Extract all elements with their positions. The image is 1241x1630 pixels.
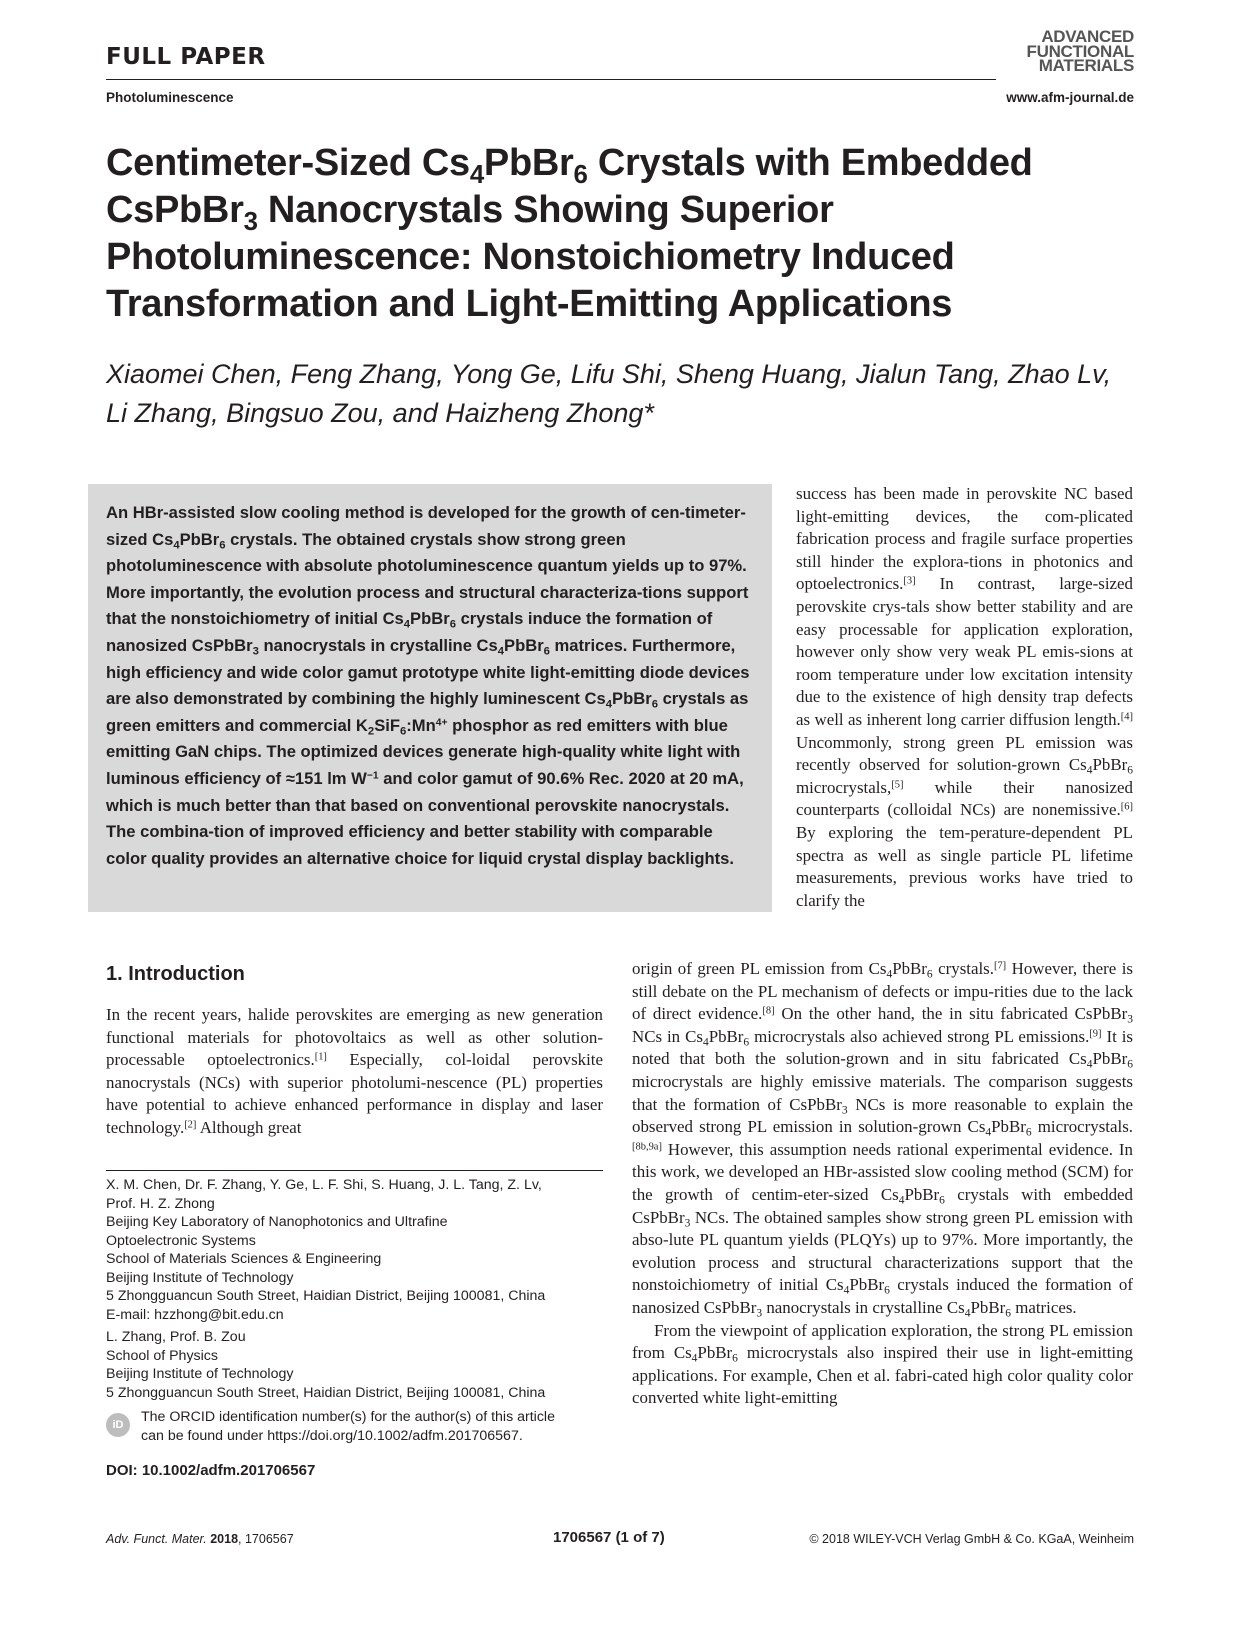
footnote-divider bbox=[106, 1170, 603, 1171]
affiliation-line: School of Physics bbox=[106, 1347, 218, 1364]
body-column-right-bottom: origin of green PL emission from $Cs_4PbBr_6$ crystals.[7] However, there is still debate on the PL mechanism of defects or impu-rities due to the lack of direct evidence.[8] On the other hand, the in situ fabricated CsPbBr$_3$ NCs in $Cs_4PbBr_6$ microcrystals also achieved strong PL emissions.[9] It is noted that both the solution-grown and in situ fabricated $Cs_4PbBr_6$ microcrystals are highly emissive materials. The comparison suggests that the formation of CsPbBr$_3$ NCs is more reasonable to explain the observed strong PL emission in solution-grown $Cs_4PbBr_6$ microcrystals.[8b,9a] However, this assumption needs rational experimental evidence. In this work, we developed an HBr-assisted slow cooling method (SCM) for the growth of centim-eter-sized $Cs_4PbBr_6$ crystals with embedded CsPbBr$_3$ NCs. The obtained samples show strong green PL emission with abso-lute PL quantum yields (PLQYs) up to 97%. More importantly, the evolution process and structural characterizations support that the nonstoichiometry of initial $Cs_4PbBr_6$ crystals induced the formation of nanosized CsPbBr$_3$ nanocrystals in crystalline $Cs_4PbBr_6$ matrices. From the viewpoint of application exploration, the strong PL emission from $Cs_4PbBr_6$ microcrystals also inspired their use in light-emitting applications. For example, Chen et al. fabri-cated high color quality color converted white light-emitting bbox=[632, 959, 1134, 1408]
intro-paragraph: In the recent years, halide perovskites are emerging as new generation functional materials for photovoltaics as well as other solution-processable optoelectronics.[1] Especially, col-loidal perovskite nanocrystals (NCs) with superior photolumi-nescence (PL) properties have potential to achieve enhanced performance in display and laser technology.[2] Although great bbox=[106, 1005, 603, 1137]
orcid-link[interactable]: can be found under https://doi.org/10.1002/adfm.201706567. bbox=[141, 1427, 523, 1444]
affiliation-line: L. Zhang, Prof. B. Zou bbox=[106, 1329, 246, 1345]
orcid-icon: iD bbox=[106, 1413, 130, 1437]
affiliations bbox=[106, 1176, 606, 1402]
abstract-text: An HBr-assisted slow cooling method is developed for the growth of cen-timeter-sized $Cs_4PbBr_6$ crystals. The obtained crystals show strong green photoluminescence with absolute photoluminescence quantum yields up to 97%. More importantly, the evolution process and structural characteriza-tions support that the nonstoichiometry of initial $Cs_4PbBr_6$ crystals induce the formation of nanosized CsPbBr$_3$ nanocrystals in crystalline $Cs_4PbBr_6$ matrices. Furthermore, high efficiency and wide color gamut prototype white light-emitting diode devices are also demonstrated by combining the highly luminescent $Cs_4PbBr_6$ crystals as green emitters and commercial $K_2SiF_6:Mn^{4+}$ phosphor as red emitters with blue emitting GaN chips. The optimized devices generate high-quality white light with luminous efficiency of ≈151 lm $W^{-1}$ and color gamut of 90.6% Rec. 2020 at 20 mA, which is much better than that based on conventional perovskite nanocrystals. The combina-tion of improved efficiency and better stability with comparable color quality provides an alternative choice for liquid crystal display backlights. bbox=[106, 503, 750, 868]
orcid-line: The ORCID identification number(s) for the author(s) of this article bbox=[141, 1409, 555, 1425]
title-line: CsPbBr$_3$ Nanocrystals Showing Superior bbox=[106, 189, 834, 236]
affiliation-line: Beijing Institute of Technology bbox=[106, 1366, 294, 1382]
affiliation-line: Optoelectronic Systems bbox=[106, 1232, 256, 1249]
body-column-right-top: success has been made in perovskite NC based light-emitting devices, the com-plicated fabrication process and fragile surface properties still hinder the explora-tions in photonics and optoelectronics.[3] In contrast, large-sized perovskite crys-tals show better stability and are easy processable for application exploration, however only show very weak PL emis-sions at room temperature under low excitation intensity due to the existence of high density trap defects as well as inherent long carrier diffusion length.[4] Uncommonly, strong green PL emission was recently observed for solution-grown $Cs_4PbBr_6$ microcrystals,[5] while their nanosized counterparts (colloidal NCs) are nonemissive.[6] By exploring the tem-perature-dependent PL spectra as well as single particle PL lifetime measurements, previous works have tried to clarify the bbox=[796, 484, 1133, 910]
author-line: Xiaomei Chen, Feng Zhang, Yong Ge, Lifu Shi, Sheng Huang, Jialun Tang, Zhao Lv, bbox=[106, 359, 1112, 389]
citation-footer: Adv. Funct. Mater. 2018, 1706567 bbox=[106, 1532, 294, 1546]
affiliation-line: School of Materials Sciences & Engineering bbox=[106, 1251, 382, 1267]
section-type-label: FULL PAPER bbox=[106, 44, 266, 70]
journal-url[interactable]: www.afm-journal.de bbox=[1006, 90, 1134, 105]
logo-line: ADVANCED bbox=[1041, 27, 1134, 46]
page-number: 1706567 (1 of 7) bbox=[553, 1529, 665, 1546]
paper-title bbox=[106, 140, 1106, 328]
logo-line: FUNCTIONAL bbox=[1026, 41, 1134, 61]
topic-label: Photoluminescence bbox=[106, 90, 234, 105]
copyright: © 2018 WILEY-VCH Verlag GmbH & Co. KGaA, Weinheim bbox=[809, 1532, 1134, 1546]
affiliation-line: 5 Zhongguancun South Street, Haidian District, Beijing 100081, China bbox=[106, 1384, 546, 1401]
title-line: Transformation and Light-Emitting Applications bbox=[106, 283, 953, 325]
header-divider bbox=[106, 79, 996, 80]
logo-line: MATERIALS bbox=[1038, 56, 1134, 75]
orcid-note bbox=[141, 1408, 611, 1445]
journal-logo bbox=[998, 27, 1134, 75]
author-list bbox=[106, 355, 1146, 433]
title-line: Centimeter-Sized $Cs_4PbBr_6$ Crystals with Embedded bbox=[106, 142, 1033, 189]
affiliation-line: Beijing Institute of Technology bbox=[106, 1269, 294, 1286]
affiliation-line: Prof. H. Z. Zhong bbox=[106, 1195, 215, 1212]
affiliation-line: 5 Zhongguancun South Street, Haidian District, Beijing 100081, China bbox=[106, 1288, 546, 1304]
title-line: Photoluminescence: Nonstoichiometry Induced bbox=[106, 236, 955, 278]
doi-label[interactable]: DOI: 10.1002/adfm.201706567 bbox=[106, 1462, 316, 1479]
email-link[interactable]: E-mail: hzzhong@bit.edu.cn bbox=[106, 1306, 284, 1323]
section-heading: 1. Introduction bbox=[106, 963, 245, 985]
author-line: Li Zhang, Bingsuo Zou, and Haizheng Zhong* bbox=[106, 398, 654, 428]
affiliation-line: Beijing Key Laboratory of Nanophotonics and Ultrafine bbox=[106, 1214, 448, 1230]
affiliation-line: X. M. Chen, Dr. F. Zhang, Y. Ge, L. F. Shi, S. Huang, J. L. Tang, Z. Lv, bbox=[106, 1177, 542, 1193]
